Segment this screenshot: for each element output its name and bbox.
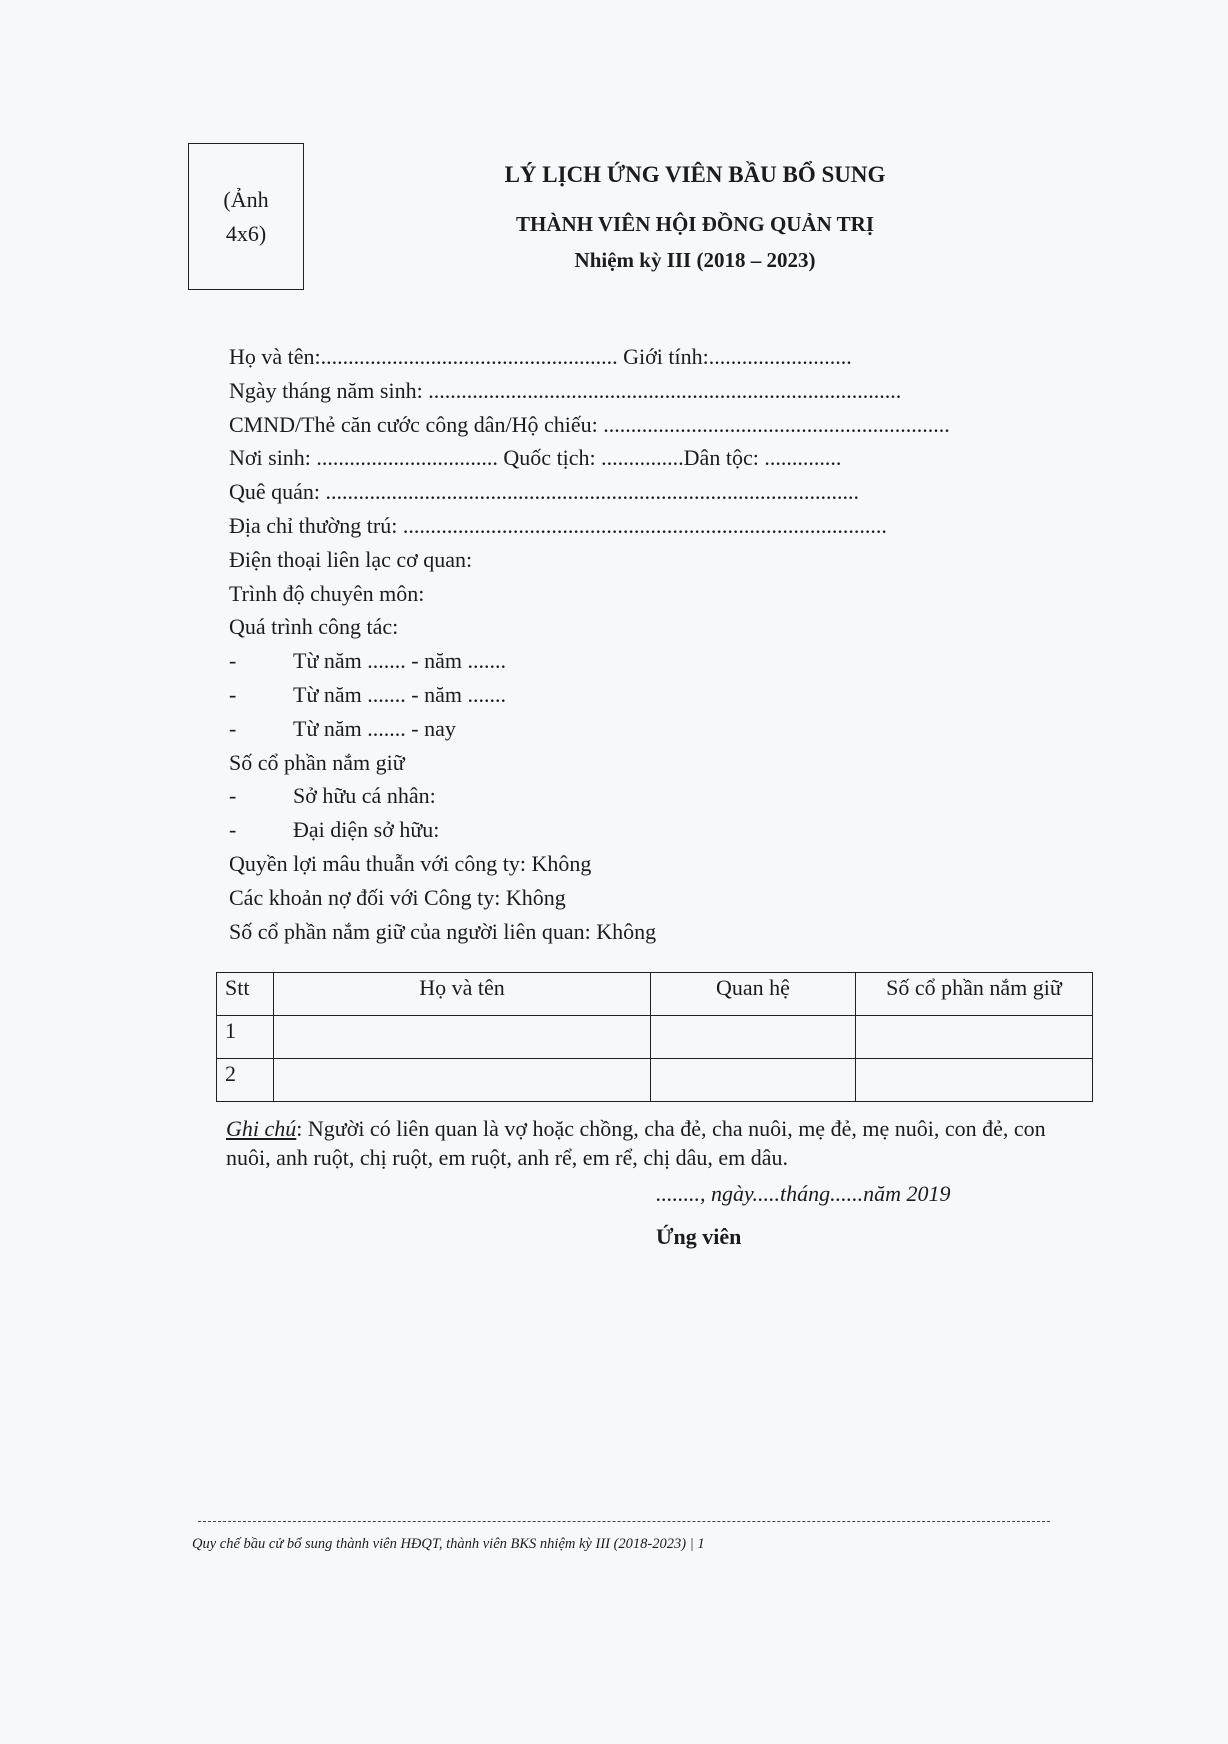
field-hometown: Quê quán: ................................................................................................. bbox=[229, 479, 860, 505]
table-row bbox=[217, 1016, 1093, 1059]
work-history-text: Từ năm ....... - năm ....... bbox=[293, 648, 506, 674]
list-dash: - bbox=[229, 817, 237, 843]
field-dob: Ngày tháng năm sinh: ...................................................................................... bbox=[229, 377, 902, 403]
work-history-text: Từ năm ....... - nay bbox=[293, 715, 456, 741]
list-dash: - bbox=[229, 681, 237, 707]
table-cell-relation bbox=[651, 1016, 856, 1059]
field-shares-label: Số cổ phần nắm giữ bbox=[229, 749, 405, 775]
photo-label-line1: (Ảnh bbox=[223, 186, 269, 212]
field-education: Trình độ chuyên môn: bbox=[229, 580, 425, 606]
work-history-item bbox=[229, 644, 1059, 678]
shares-text: Đại diện sở hữu: bbox=[293, 817, 440, 843]
table-header-row bbox=[217, 973, 1093, 1016]
document-header bbox=[440, 160, 950, 274]
signer-label: Ứng viên bbox=[656, 1224, 742, 1249]
table-cell-relation bbox=[651, 1059, 856, 1102]
document-term: Nhiệm kỳ III (2018 – 2023) bbox=[574, 248, 816, 272]
work-history-item bbox=[229, 678, 1059, 712]
candidate-fields bbox=[229, 340, 1059, 948]
shares-item bbox=[229, 779, 1059, 813]
note-label: Ghi chú bbox=[226, 1116, 297, 1141]
date-line: ........, ngày.....tháng......năm 2019 bbox=[656, 1181, 951, 1206]
table-cell-shares bbox=[856, 1016, 1093, 1059]
note-paragraph bbox=[226, 1114, 1066, 1172]
list-dash: - bbox=[229, 783, 237, 809]
field-phone: Điện thoại liên lạc cơ quan: bbox=[229, 546, 473, 572]
related-persons-table bbox=[216, 972, 1093, 1102]
list-dash: - bbox=[229, 648, 237, 674]
table-cell-stt: 1 bbox=[217, 1016, 274, 1059]
field-debts: Các khoản nợ đối với Công ty: Không bbox=[229, 884, 566, 910]
table-cell-name bbox=[274, 1059, 651, 1102]
photo-placeholder bbox=[188, 143, 304, 290]
document-title: LÝ LỊCH ỨNG VIÊN BẦU BỔ SUNG bbox=[504, 162, 886, 187]
shares-item bbox=[229, 813, 1059, 847]
work-history-item bbox=[229, 712, 1059, 746]
shares-text: Sở hữu cá nhân: bbox=[293, 783, 436, 809]
note-text: : Người có liên quan là vợ hoặc chồng, cha đẻ, cha nuôi, mẹ đẻ, mẹ nuôi, con đẻ, con nuôi, anh ruột, chị ruột, em ruột, anh rể, em rể, chị dâu, em dâu. bbox=[226, 1116, 1046, 1170]
field-conflict: Quyền lợi mâu thuẫn với công ty: Không bbox=[229, 850, 592, 876]
table-row bbox=[217, 1059, 1093, 1102]
photo-label-line2: 4x6) bbox=[225, 220, 267, 246]
table-header-stt: Stt bbox=[217, 973, 274, 1016]
footer-divider bbox=[198, 1521, 1050, 1522]
table-cell-stt: 2 bbox=[217, 1059, 274, 1102]
document-subtitle: THÀNH VIÊN HỘI ĐỒNG QUẢN TRỊ bbox=[515, 212, 875, 236]
field-name: Họ và tên:...................................................... Giới tính:.......................... bbox=[229, 344, 852, 369]
table-header-name: Họ và tên bbox=[274, 973, 651, 1016]
field-address: Địa chỉ thường trú: ........................................................................................ bbox=[229, 512, 887, 538]
table-header-shares: Số cổ phần nắm giữ bbox=[856, 973, 1093, 1016]
field-related-shares: Số cổ phần nắm giữ của người liên quan: Không bbox=[229, 918, 657, 944]
table-cell-name bbox=[274, 1016, 651, 1059]
field-work-history-label: Quá trình công tác: bbox=[229, 614, 399, 640]
list-dash: - bbox=[229, 715, 237, 741]
field-birthplace: Nơi sinh: ................................. Quốc tịch: ...............Dân tộc: .............. bbox=[229, 445, 842, 471]
work-history-text: Từ năm ....... - năm ....... bbox=[293, 681, 506, 707]
page-footer: Quy chế bầu cử bổ sung thành viên HĐQT, thành viên BKS nhiệm kỳ III (2018-2023) | 1 bbox=[192, 1536, 705, 1552]
table-header-relation: Quan hệ bbox=[651, 973, 856, 1016]
field-id: CMND/Thẻ căn cước công dân/Hộ chiếu: ............................................................... bbox=[229, 411, 950, 437]
table-cell-shares bbox=[856, 1059, 1093, 1102]
